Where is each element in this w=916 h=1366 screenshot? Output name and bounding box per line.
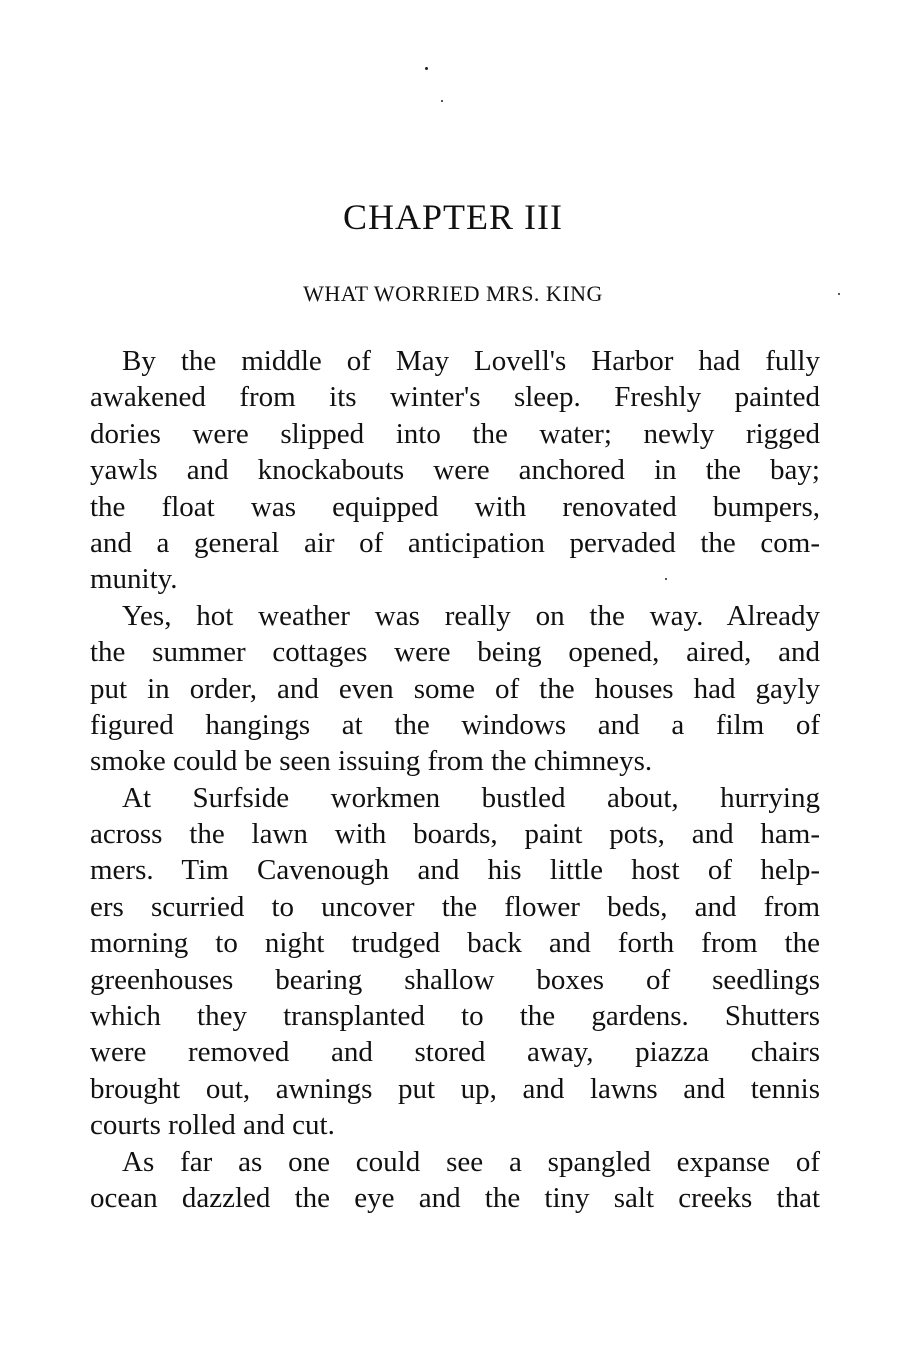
text-line: courts rolled and cut. bbox=[90, 1109, 335, 1142]
text-line: awakened from its winter's sleep. Freshly painted bbox=[90, 381, 820, 414]
text-line: and a general air of anticipation pervaded the com- bbox=[90, 526, 820, 559]
chapter-subtitle: WHAT WORRIED MRS. KING bbox=[303, 281, 603, 306]
text-line: the summer cottages were being opened, aired, and bbox=[90, 636, 820, 669]
paragraph-1 bbox=[90, 343, 820, 598]
text-line: ocean dazzled the eye and the tiny salt creeks that bbox=[90, 1181, 820, 1214]
chapter-body bbox=[90, 343, 820, 1216]
text-line: smoke could be seen issuing from the chimneys. bbox=[90, 745, 653, 778]
text-line: the float was equipped with renovated bumpers, bbox=[90, 490, 820, 523]
text-line: figured hangings at the windows and a film of bbox=[90, 708, 820, 741]
text-line: yawls and knockabouts were anchored in the bay; bbox=[90, 454, 820, 487]
text-line: By the middle of May Lovell's Harbor had fully bbox=[122, 345, 820, 377]
text-line: As far as one could see a spangled expanse of bbox=[122, 1145, 820, 1178]
print-speck bbox=[441, 100, 443, 102]
paragraph-2 bbox=[90, 598, 820, 780]
text-line: morning to night trudged back and forth from the bbox=[90, 927, 820, 960]
text-line: brought out, awnings put up, and lawns and tennis bbox=[90, 1072, 820, 1105]
paragraph-4 bbox=[90, 1144, 820, 1217]
text-line: mers. Tim Cavenough and his little host of help- bbox=[90, 854, 820, 887]
text-line: dories were slipped into the water; newly rigged bbox=[90, 417, 820, 450]
text-line: put in order, and even some of the houses had gayly bbox=[90, 672, 820, 705]
text-line: Yes, hot weather was really on the way. Already bbox=[122, 599, 820, 632]
text-line: which they transplanted to the gardens. Shutters bbox=[90, 1000, 820, 1033]
text-line: ers scurried to uncover the flower beds, and from bbox=[90, 890, 820, 923]
text-line: munity. bbox=[90, 563, 178, 596]
text-line: At Surfside workmen bustled about, hurrying bbox=[122, 781, 820, 814]
text-line: greenhouses bearing shallow boxes of seedlings bbox=[90, 963, 820, 996]
text-line: were removed and stored away, piazza chairs bbox=[90, 1036, 820, 1069]
print-speck bbox=[425, 67, 428, 70]
chapter-title: CHAPTER III bbox=[343, 197, 563, 237]
paragraph-3 bbox=[90, 780, 820, 1144]
text-line: across the lawn with boards, paint pots, and ham- bbox=[90, 818, 820, 851]
